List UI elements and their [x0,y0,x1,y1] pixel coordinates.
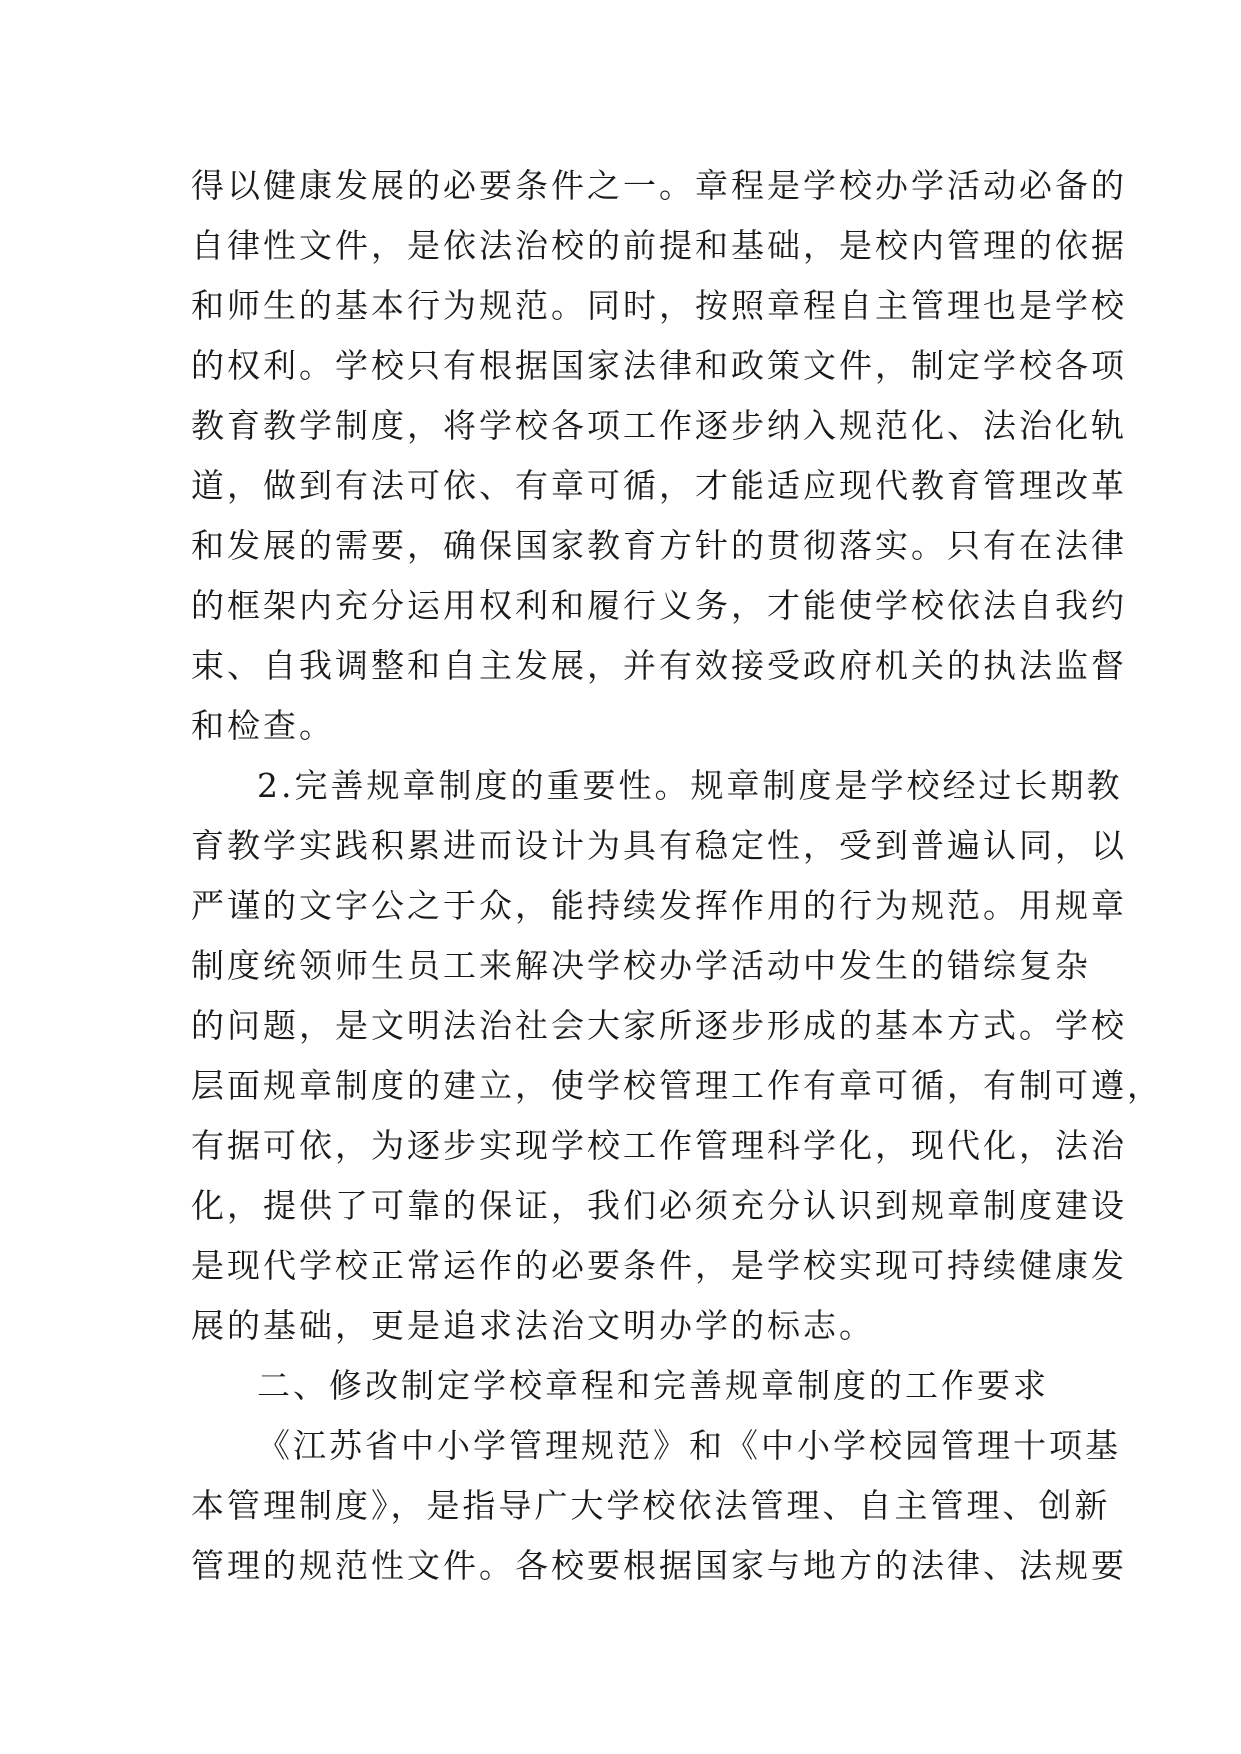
text-line: 层面规章制度的建立，使学校管理工作有章可循，有制可遵， [191,1066,1163,1105]
text-line: 和检查。 [191,706,335,745]
text-line: 和发展的需要，确保国家教育方针的贯彻落实。只有在法律 [191,526,1127,565]
text-line: 化，提供了可靠的保证，我们必须充分认识到规章制度建设 [191,1186,1127,1225]
text-line: 有据可依，为逐步实现学校工作管理科学化，现代化，法治 [191,1126,1127,1165]
text-line: 育教学实践积累进而设计为具有稳定性，受到普遍认同，以 [191,826,1127,865]
text-line: 的问题，是文明法治社会大家所逐步形成的基本方式。学校 [191,1006,1127,1045]
text-line: 的框架内充分运用权利和履行义务，才能使学校依法自我约 [191,586,1127,625]
text-line: 严谨的文字公之于众，能持续发挥作用的行为规范。用规章 [191,886,1127,925]
text-line: 的权利。学校只有根据国家法律和政策文件，制定学校各项 [191,346,1127,385]
text-line: 本管理制度》，是指导广大学校依法管理、自主管理、创新 [191,1486,1111,1525]
text-line: 得以健康发展的必要条件之一。章程是学校办学活动必备的 [191,166,1127,205]
text-line: 自律性文件，是依法治校的前提和基础，是校内管理的依据 [191,226,1127,265]
section-heading: 二、修改制定学校章程和完善规章制度的工作要求 [257,1366,1049,1405]
text-line: 管理的规范性文件。各校要根据国家与地方的法律、法规要 [191,1546,1127,1585]
section-item-heading: 2.完善规章制度的重要性。规章制度是学校经过长期教 [257,766,1123,805]
text-line: 和师生的基本行为规范。同时，按照章程自主管理也是学校 [191,286,1127,325]
text-line: 制度统领师生员工来解决学校办学活动中发生的错综复杂 [191,946,1091,985]
text-line: 《江苏省中小学管理规范》和《中小学校园管理十项基 [257,1426,1121,1465]
text-line: 道，做到有法可依、有章可循，才能适应现代教育管理改革 [191,466,1127,505]
text-line: 束、自我调整和自主发展，并有效接受政府机关的执法监督 [191,646,1127,685]
text-line: 是现代学校正常运作的必要条件，是学校实现可持续健康发 [191,1246,1127,1285]
text-line: 教育教学制度，将学校各项工作逐步纳入规范化、法治化轨 [191,406,1127,445]
text-line: 展的基础，更是追求法治文明办学的标志。 [191,1306,875,1345]
document-body [191,156,1163,1596]
